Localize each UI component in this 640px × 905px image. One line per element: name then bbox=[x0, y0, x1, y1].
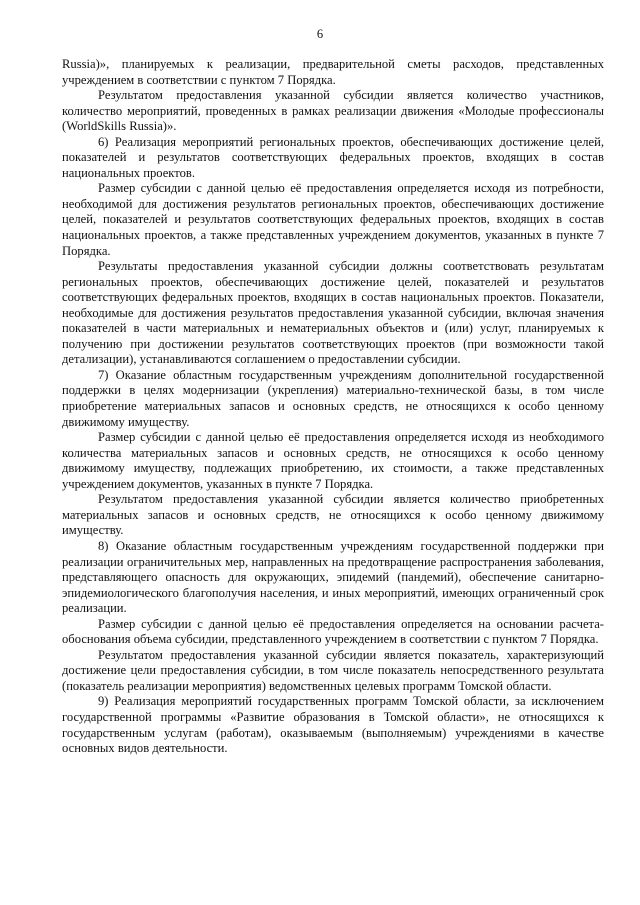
paragraph-item-9: 9) Реализация мероприятий государственных программ Томской области, за исключением государственной программы «Развитие образования в Томской области», не относящихся к государственным услугам (работам), оказываемым (выполняемым) учреждениями в качестве основных видов деятельности. bbox=[62, 694, 604, 756]
paragraph-item-6-results: Результаты предоставления указанной субсидии должны соответствовать результатам региональных проектов, обеспечивающих достижение целей, показателей и результатов соответствующих федеральных проектов, входящих в состав национальных проектов. Показатели, необходимые для достижения результатов предоставления указанной субсидии, включая значения показателей в части материальных и нематериальных объектов и (или) услуг, планируемых к получению при достижении результатов соответствующих проектов (при возможности такой детализации), устанавливаются соглашением о предоставлении субсидии. bbox=[62, 259, 604, 367]
paragraph-item-7-result: Результатом предоставления указанной субсидии является количество приобретенных материальных запасов и основных средств, не относящихся к особо ценному движимому имуществу. bbox=[62, 492, 604, 538]
paragraph-item-6: 6) Реализация мероприятий региональных проектов, обеспечивающих достижение целей, показателей и результатов соответствующих федеральных проектов, входящих в состав национальных проектов. bbox=[62, 134, 604, 180]
page-number: 6 bbox=[316, 27, 324, 41]
paragraph-item-7-amount: Размер субсидии с данной целью её предоставления определяется исходя из необходимого количества материальных запасов и основных средств, не относящихся к особо ценному движимому имуществу, подлежащих приобретению, их стоимости, а также представленных учреждением документов, указанных в пункте 7 Порядка. bbox=[62, 430, 604, 491]
paragraph-item-8-amount: Размер субсидии с данной целью её предоставления определяется на основании расчета-обоснования объема субсидии, представленного учреждением в соответствии с пунктом 7 Порядка. bbox=[62, 616, 604, 647]
paragraph-result-worldskills: Результатом предоставления указанной субсидии является количество участников, количество мероприятий, проведенных в рамках реализации движения «Молодые профессионалы (WorldSkills Russia)». bbox=[62, 88, 604, 134]
paragraph-item-8: 8) Оказание областным государственным учреждениям государственной поддержки при реализации ограничительных мер, направленных на предотвращение распространения заболевания, представляющего опасность для окружающих, эпидемий (пандемий), обеспечение санитарно-эпидемиологического благополучия населения, и иных мероприятий, имеющих ограниченный срок реализации. bbox=[62, 538, 604, 616]
document-body bbox=[62, 57, 604, 757]
paragraph-item-8-result: Результатом предоставления указанной субсидии является показатель, характеризующий достижение цели предоставления субсидии, в том числе показатель непосредственного результата (показатель реализации мероприятия) ведомственных целевых программ Томской области. bbox=[62, 647, 604, 693]
paragraph-item-7: 7) Оказание областным государственным учреждениям дополнительной государственной поддержки в целях модернизации (укрепления) материально-технической базы, в том числе приобретение материальных запасов и основных средств, не относящихся к особо ценному движимому имуществу. bbox=[62, 367, 604, 429]
paragraph-continuation: Russia)», планируемых к реализации, предварительной сметы расходов, представленных учреждением в соответствии с пунктом 7 Порядка. bbox=[62, 57, 604, 87]
paragraph-item-6-amount: Размер субсидии с данной целью её предоставления определяется исходя из потребности, необходимой для достижения результатов региональных проектов, обеспечивающих достижение целей, показателей и результатов соответствующих федеральных проектов, входящих в состав национальных проектов, а также представленных учреждением документов, указанных в пункте 7 Порядка. bbox=[62, 181, 604, 258]
